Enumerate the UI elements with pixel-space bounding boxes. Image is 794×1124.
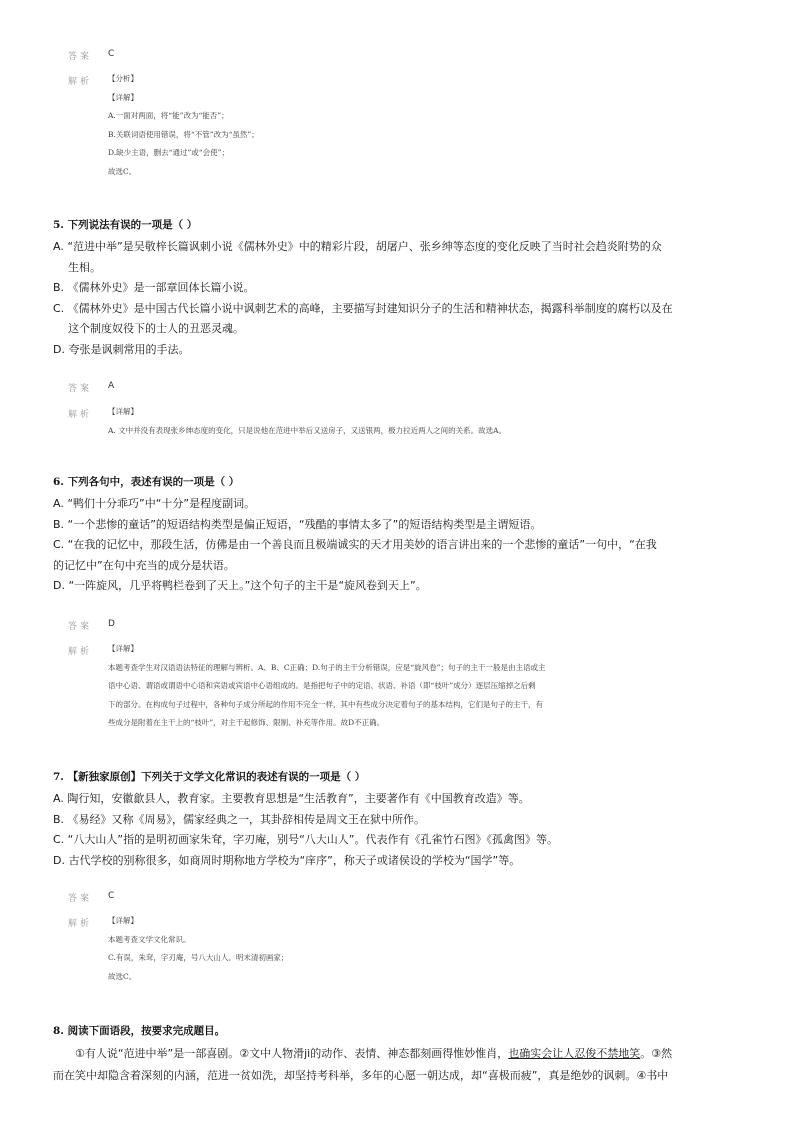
analysis-line: 【详解】	[108, 92, 138, 102]
question-7	[53, 765, 753, 871]
answer-value: C	[108, 49, 115, 59]
analysis-tag: 解析	[68, 919, 93, 929]
question-8	[53, 1019, 753, 1086]
answer-tag: 答案	[68, 384, 93, 394]
analysis-tag: 解析	[68, 647, 93, 657]
option-a-cont: 生相。	[68, 260, 101, 274]
option-d: D. 古代学校的别称很多，如商周时期称地方学校为“庠序”，称天子或诸侯设的学校为“国学”等。	[53, 853, 521, 867]
analysis-line: 故选C。	[108, 971, 137, 981]
answer-value: A	[108, 381, 115, 391]
option-b: B. 《儒林外史》是一部章回体长篇小说。	[53, 281, 255, 294]
analysis-body	[108, 912, 748, 986]
passage-line: 而在笑中却隐含着深刻的内涵，范进一贫如洗，却坚持考科举，多年的心愿一朝达成，却“喜极而疲”，真是绝妙的讽刺。④书中	[53, 1068, 669, 1082]
analysis-line: 【详解】	[108, 407, 138, 416]
answer-tag: 答案	[68, 894, 93, 904]
option-c: C. “在我的记忆中，那段生活，仿佛是由一个善良而且极端诚实的天才用美妙的语言讲出来的一个悲惨的童话”一句中，“在我	[53, 538, 657, 551]
option-d: D. “一阵旋风，几乎将鸭栏卷到了天上。”这个句子的主干是“旋风卷到天上”。	[53, 579, 427, 592]
analysis-body	[108, 70, 748, 181]
option-c: C. 《儒林外史》是中国古代长篇小说中讽刺艺术的高峰，主要描写封建知识分子的生活和精神状态，揭露科举制度的腐朽以及在	[53, 301, 673, 315]
option-c: C. “八大山人”指的是明初画家朱耷，字刃庵，别号“八大山人”。代表作有《孔雀竹石图》《孤禽图》等。	[53, 833, 558, 846]
option-d: D. 夸张是讽刺常用的手法。	[53, 342, 190, 356]
analysis-line: 故选C。	[108, 166, 137, 176]
option-c-cont: 这个制度奴役下的士人的丑恶灵魂。	[68, 322, 244, 335]
analysis-line: 【分析】	[108, 74, 138, 83]
analysis-body	[108, 640, 748, 733]
analysis-line: B.关联词语使用错误，将“不管”改为“虽然”；	[108, 129, 259, 139]
option-a: A. 陶行知，安徽歙县人，教育家。主要教育思想是“生活教育”，主要著作有《中国教育改造》等。	[53, 792, 530, 805]
answer-value: D	[108, 619, 115, 629]
analysis-line: A. 文中并没有表现张乡绅态度的变化，只是说他在范进中举后又送房子，又送银两，极力拉近两人之间的关系。故选A。	[108, 425, 507, 435]
analysis-line: 语中心语、谓语或谓语中心语和宾语或宾语中心语组成的。是指把句子中的定语、状语、补语（即“枝叶”成分）逐层压缩掉之后剩	[108, 681, 536, 690]
analysis-body	[108, 403, 748, 440]
analysis-line: 本题考查文学文化常识。	[108, 934, 191, 944]
passage-line	[53, 1043, 753, 1065]
answer-value: C	[108, 891, 115, 901]
answer-tag: 答案	[68, 622, 93, 632]
analysis-line: 【详解】	[108, 644, 138, 653]
passage-text: ①有人说“范进中举”是一部喜剧。②文中人物滑ji的动作、表情、神态都刻画得惟妙惟肖，	[75, 1047, 509, 1060]
passage-text: 。③然	[640, 1047, 673, 1060]
option-c-cont: 的记忆中”在句中充当的成分是状语。	[53, 558, 235, 572]
question-title: 5. 下列说法有误的一项是（ ）	[53, 219, 198, 231]
analysis-tag: 解析	[68, 410, 93, 420]
question-title: 7. 【新独家原创】下列关于文学文化常识的表述有误的一项是（ ）	[53, 771, 366, 783]
analysis-line: C.有误，朱耷，字刃庵，号八大山人。明末清初画家；	[108, 953, 289, 962]
analysis-tag: 解析	[68, 77, 93, 87]
underlined-phrase: 也确实会让人忍俊不禁地笑	[508, 1047, 641, 1060]
question-title: 6. 下列各句中，表述有误的一项是（ ）	[53, 476, 240, 488]
question-title: 8. 阅读下面语段，按要求完成题目。	[53, 1025, 226, 1037]
analysis-line: 【详解】	[108, 916, 138, 925]
question-6	[53, 470, 753, 597]
analysis-line: 下的部分。在构成句子过程中，各种句子成分所起的作用不完全一样，其中有些成分决定着句子的基本结构，它们是句子的主干，有	[108, 699, 543, 709]
analysis-line: 本题考查学生对汉语语法特征的理解与辨析。A、B、C正确；D.句子的主干分析错误，应是“旋风卷”；句子的主干一般是由主语或主	[108, 662, 546, 672]
option-a: A. “鸭们十分乖巧”中“十分”是程度副词。	[53, 497, 256, 510]
analysis-line: D.缺少主语，删去“通过”或“会使”；	[108, 148, 229, 157]
analysis-line: 些成分是附着在主干上的“枝叶”，对主干起修饰、限制、补充等作用。故D不正确。	[108, 718, 385, 727]
option-a: A. “范进中举”是吴敬梓长篇讽刺小说《儒林外史》中的精彩片段，胡屠户、张乡绅等态度的变化反映了当时社会趋炎附势的众	[53, 240, 662, 253]
answer-tag: 答案	[68, 52, 93, 62]
analysis-line: A.一面对两面，将“能”改为“能否”；	[108, 111, 229, 120]
question-5	[53, 213, 753, 360]
option-b: B. 《易经》又称《周易》，儒家经典之一，其卦辞相传是周文王在狱中所作。	[53, 812, 426, 826]
option-b: B. “一个悲惨的童话”的短语结构类型是偏正短语，“残酷的事情太多了”的短语结构类型是主谓短语。	[53, 517, 542, 531]
